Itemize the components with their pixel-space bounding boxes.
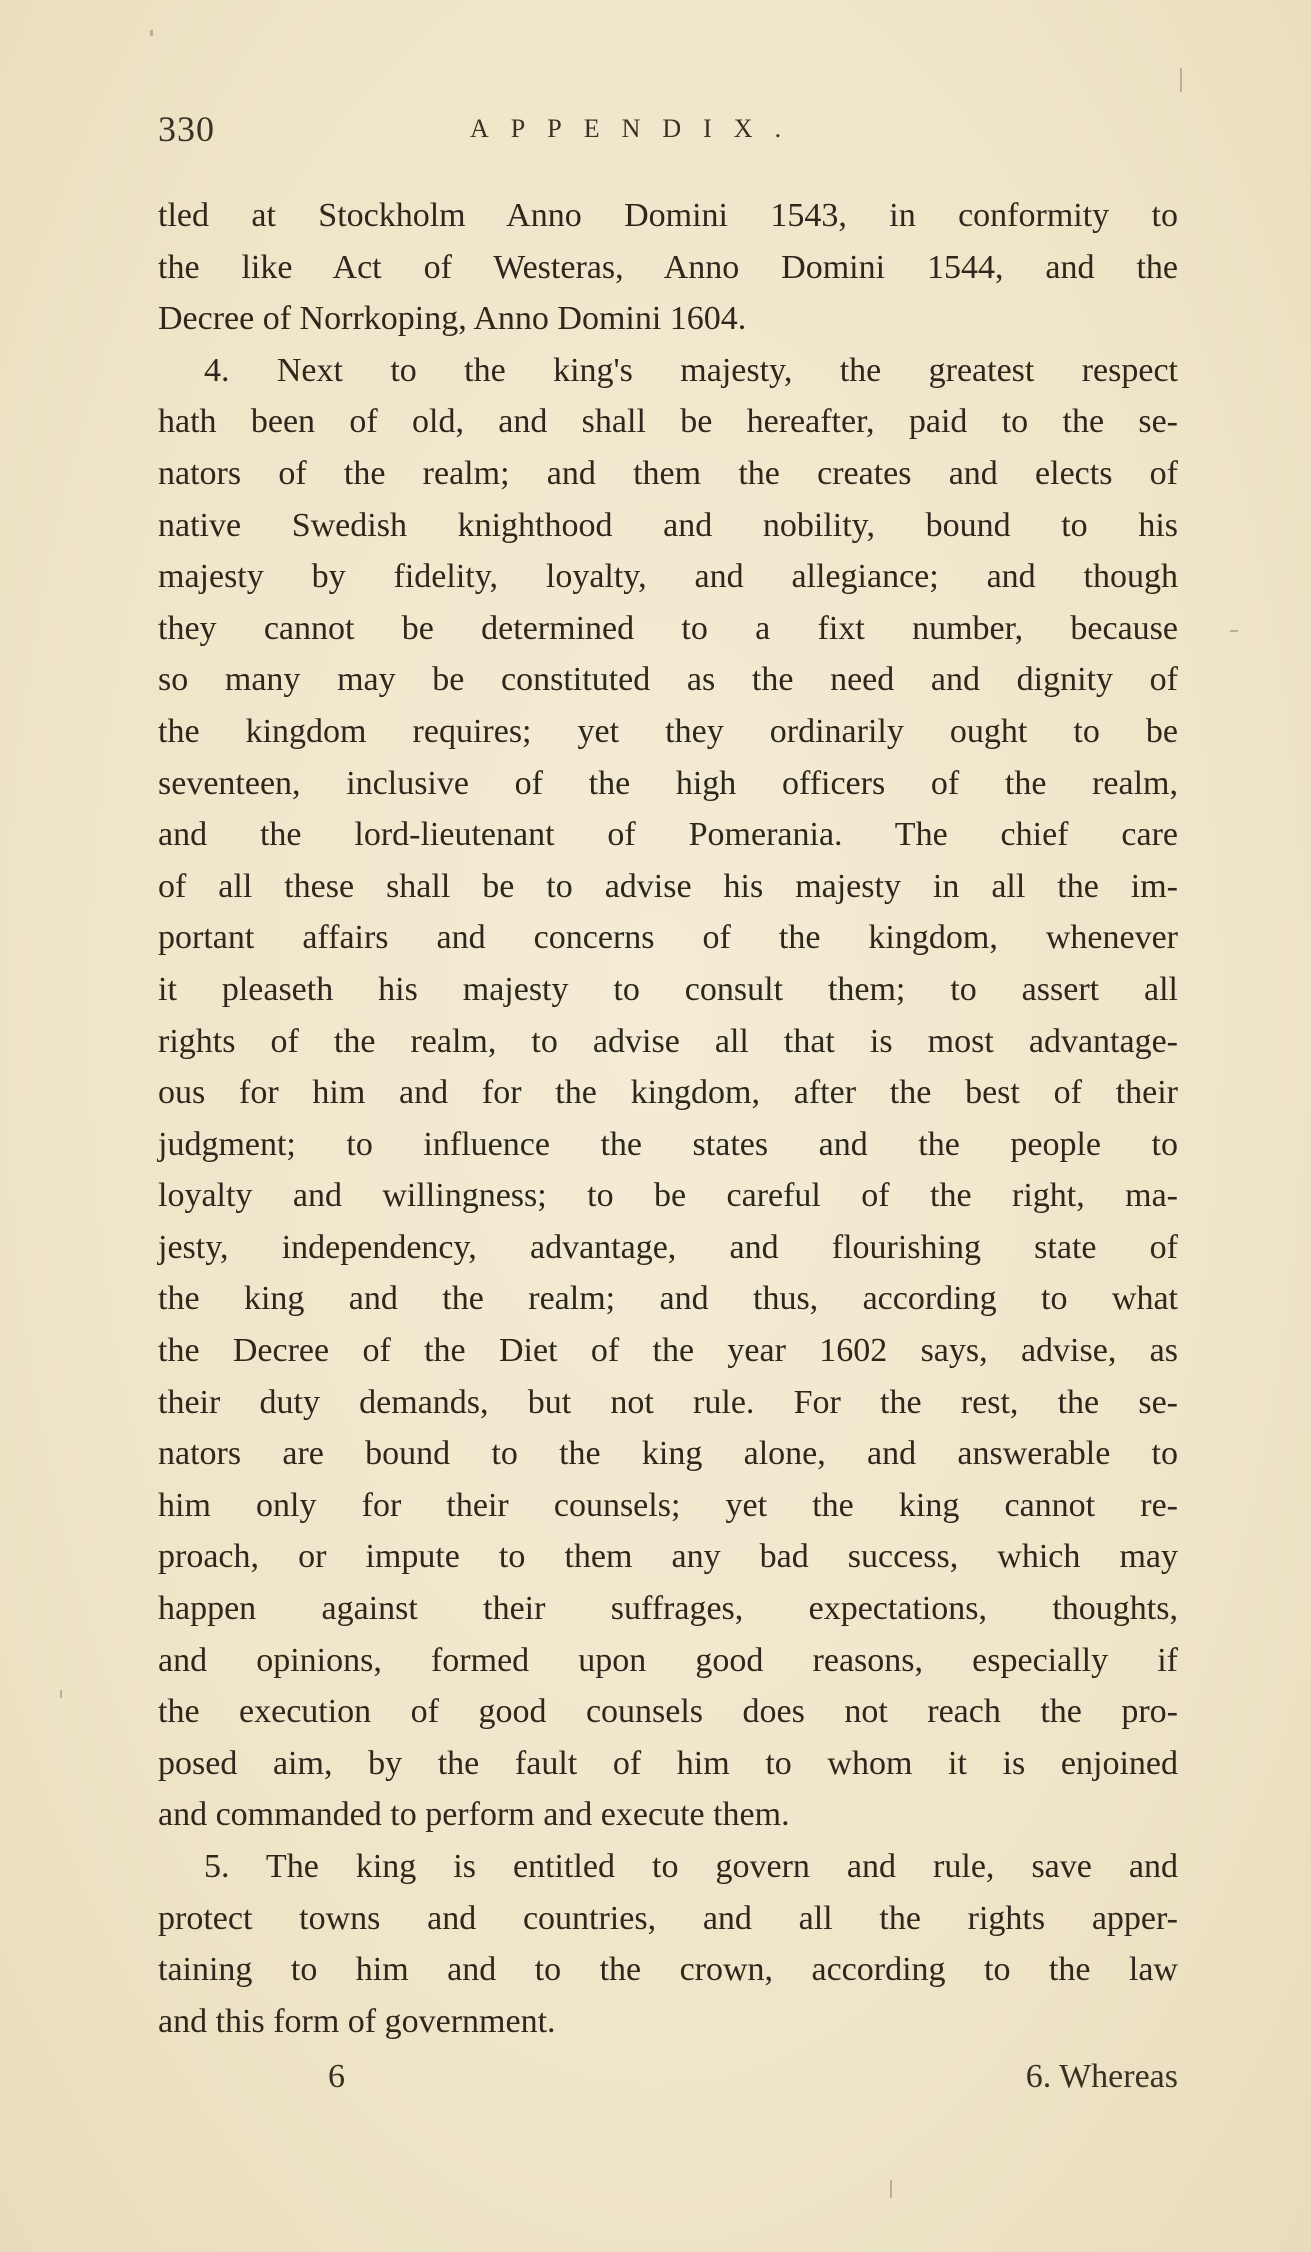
body-text — [158, 190, 1178, 2047]
text-line: nators are bound to the king alone, and answerable to — [158, 1435, 1178, 1473]
page-header — [158, 108, 1180, 168]
text-line: ous for him and for the kingdom, after the best of their — [158, 1074, 1178, 1112]
text-line: and opinions, formed upon good reasons, especially if — [158, 1641, 1178, 1679]
paragraph-5-start: 5. The king is entitled to govern and rule, save and — [204, 1848, 1178, 1885]
text-line: of all these shall be to advise his majesty in all the im- — [158, 867, 1178, 905]
text-line: the king and the realm; and thus, according to what — [158, 1280, 1178, 1318]
paragraph-4-start: 4. Next to the king's majesty, the greatest respect — [204, 351, 1178, 389]
text-line: him only for their counsels; yet the king cannot re- — [158, 1486, 1178, 1524]
text-line: jesty, independency, advantage, and flourishing state of — [158, 1228, 1178, 1266]
running-head: APPENDIX. — [470, 114, 804, 143]
paper-speck — [1230, 630, 1238, 632]
page-footer — [158, 2058, 1178, 2108]
text-line: taining to him and to the crown, according to the law — [158, 1951, 1178, 1989]
text-line: the execution of good counsels does not reach the pro- — [158, 1693, 1178, 1731]
text-line: and the lord-lieutenant of Pomerania. The chief care — [158, 816, 1178, 854]
text-line: nators of the realm; and them the creates and elects of — [158, 454, 1178, 492]
text-line: they cannot be determined to a fixt number, because — [158, 609, 1178, 647]
text-line: loyalty and willingness; to be careful of the right, ma- — [158, 1177, 1178, 1215]
text-line: it pleaseth his majesty to consult them; to assert all — [158, 970, 1178, 1008]
paper-speck — [890, 2180, 892, 2198]
text-line: rights of the realm, to advise all that is most advantage- — [158, 1022, 1178, 1060]
text-line: Decree of Norrkoping, Anno Domini 1604. — [158, 300, 747, 338]
signature-mark: 6 — [328, 2058, 345, 2095]
text-line: majesty by fidelity, loyalty, and allegiance; and though — [158, 558, 1178, 596]
text-line: and commanded to perform and execute them. — [158, 1796, 790, 1834]
text-line: the kingdom requires; yet they ordinarily ought to be — [158, 712, 1178, 750]
text-line: portant affairs and concerns of the kingdom, whenever — [158, 919, 1178, 957]
text-line: the Decree of the Diet of the year 1602 says, advise, as — [158, 1332, 1178, 1370]
text-line: posed aim, by the fault of him to whom it is enjoined — [158, 1744, 1178, 1782]
text-line: judgment; to influence the states and the people to — [158, 1125, 1178, 1163]
page-number: 330 — [158, 109, 215, 149]
text-line: and this form of government. — [158, 2002, 556, 2040]
text-line: protect towns and countries, and all the rights apper- — [158, 1899, 1178, 1937]
paper-speck — [150, 30, 153, 36]
text-line: tled at Stockholm Anno Domini 1543, in conformity to — [158, 197, 1178, 234]
text-line: seventeen, inclusive of the high officers of the realm, — [158, 764, 1178, 802]
text-line: so many may be constituted as the need and dignity of — [158, 661, 1178, 699]
text-line: happen against their suffrages, expectations, thoughts, — [158, 1590, 1178, 1628]
text-line: the like Act of Westeras, Anno Domini 1544, and the — [158, 248, 1178, 286]
text-line: their duty demands, but not rule. For the rest, the se- — [158, 1383, 1178, 1421]
text-line: native Swedish knighthood and nobility, bound to his — [158, 506, 1178, 544]
paper-speck — [1180, 68, 1182, 92]
catchword: 6. Whereas — [1025, 2058, 1178, 2095]
text-line: hath been of old, and shall be hereafter, paid to the se- — [158, 403, 1178, 441]
text-line: proach, or impute to them any bad success, which may — [158, 1538, 1178, 1576]
paper-speck — [60, 1690, 62, 1698]
